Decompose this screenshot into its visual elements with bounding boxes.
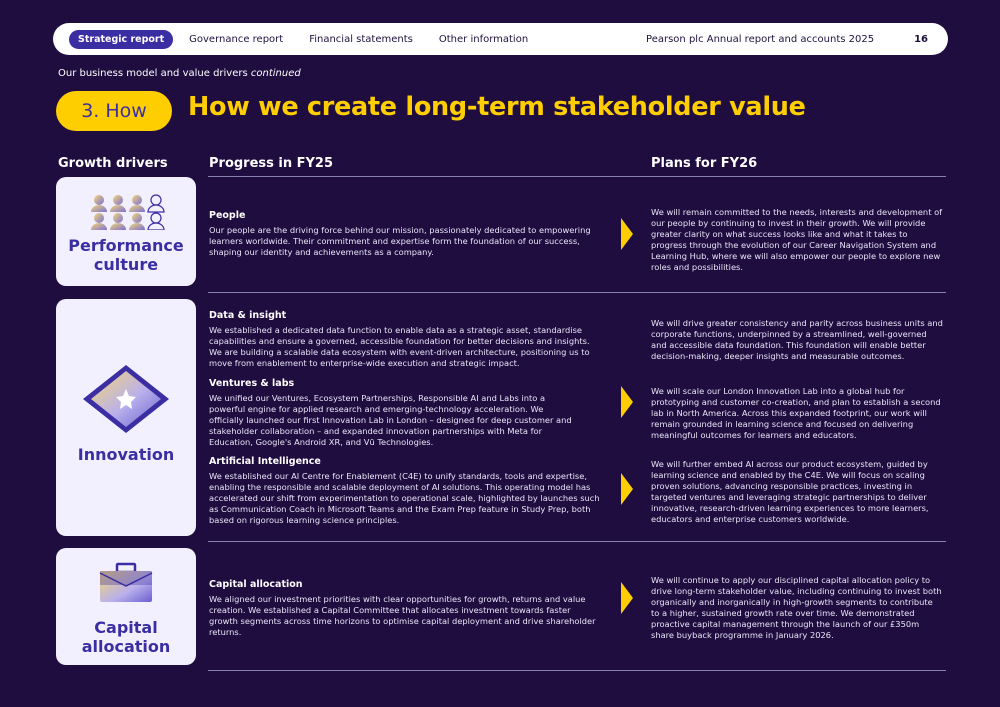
progress-capital-allocation: Capital allocation We aligned our investment priorities with clear opportunities for growth, returns and value creation. We established a Capital Committee that allocates investment towards faster growth segments across time horizons to optimise capital deployment and drive shareholder returns. <box>209 579 596 637</box>
plan-capital-allocation: We will continue to apply our disciplined capital allocation policy to drive long-term stakeholder value, including continuing to invest both organically and inorganically in high-growth segments to contribute to a higher, sustained growth rate over time. We demonstrated proactive capital management through the launch of our £350m share buyback programme in January 2026. <box>651 575 942 640</box>
arrow-right-icon <box>621 473 633 505</box>
page-number: 16 <box>914 33 928 45</box>
column-heading-drivers: Growth drivers <box>58 156 168 171</box>
arrow-right-icon <box>621 386 633 418</box>
divider <box>208 541 946 542</box>
progress-ventures-labs: Ventures & labs We unified our Ventures, Ecosystem Partnerships, Responsible AI and Labs into a powerful engine for applied research and emerging-technology acceleration. We officially launched our first Innovation Lab in London – designed for deep customer and stakeholder collaboration – and expanded innovation partnerships with Meta for Education, Google's Android XR, and Vū Technologies. <box>209 378 572 447</box>
people-icon <box>90 194 170 230</box>
divider <box>208 176 946 177</box>
briefcase-icon <box>98 562 154 604</box>
progress-data-insight: Data & insight We established a dedicated data function to enable data as a strategic asset, standardise capabilities and ensure a governed, accessible foundation for better decisions and insights. We are building a scalable data ecosystem with event-driven architecture, positioning us to move from enablement to enterprise-wide execution and strategic impact. <box>209 310 590 368</box>
arrow-right-icon <box>621 582 633 614</box>
plan-people: We will remain committed to the needs, interests and development of our people by continuing to invest in their growth. We will provide greater clarity on what success looks like and what it takes to progress through the evolution of our Career Navigation System and Learning Hub, where we will also empower our people to explore new roles and possibilities. <box>651 207 943 272</box>
plan-ventures-labs: We will scale our London Innovation Lab into a global hub for prototyping and customer co-creation, and plan to establish a second lab in North America. Across this expanded footprint, our work will remain grounded in learning science and focused on delivering meaningful outcomes for learners and educators. <box>651 386 941 440</box>
column-heading-progress: Progress in FY25 <box>209 156 334 171</box>
driver-label-performance-culture: Performance culture <box>68 236 184 274</box>
column-heading-plans: Plans for FY26 <box>651 156 758 171</box>
nav-right <box>646 34 932 45</box>
step-badge: 3. How <box>56 91 172 131</box>
nav-tab-strategic-report[interactable]: Strategic report <box>69 30 173 49</box>
driver-card-performance-culture <box>56 177 196 286</box>
driver-label-innovation: Innovation <box>77 445 175 464</box>
page-title: How we create long-term stakeholder value <box>188 92 806 122</box>
nav-tab-governance-report[interactable]: Governance report <box>189 33 284 45</box>
plan-artificial-intelligence: We will further embed AI across our product ecosystem, guided by learning science and enabled by the C4E. We will focus on scaling proven solutions, advancing responsible practices, investing in targeted ventures and leveraging strategic partnerships to deliver innovative, research-driven learning experiences to more learners, educators and enterprise customers worldwide. <box>651 459 929 524</box>
arrow-right-icon <box>621 218 633 250</box>
progress-artificial-intelligence: Artificial Intelligence We established our AI Centre for Enablement (C4E) to unify standards, tools and expertise, enabling the responsible and scalable deployment of AI solutions. This operating model has accelerated our shift from experimentation to operational scale, highlighted by launches such as Communication Coach in Microsoft Teams and the Exam Prep feature in Study Prep, both based on rigorous learning science principles. <box>209 456 600 525</box>
driver-label-capital-allocation: Capital allocation <box>81 618 171 656</box>
nav-tab-other-information[interactable]: Other information <box>438 33 529 45</box>
divider <box>208 292 946 293</box>
divider <box>208 670 946 671</box>
nav-tab-financial-statements[interactable]: Financial statements <box>309 33 413 45</box>
document-title: Pearson plc Annual report and accounts 2025 <box>646 33 875 45</box>
driver-card-innovation <box>56 299 196 536</box>
driver-card-capital-allocation <box>56 548 196 665</box>
plan-data-insight: We will drive greater consistency and parity across business units and corporate functions, underpinned by a streamlined, well-governed and accessible data foundation. This foundation will enable better decision-making, deeper insights and measurable outcomes. <box>651 318 943 361</box>
progress-people: People Our people are the driving force behind our mission, passionately dedicated to empowering learners worldwide. Their commitment and expertise form the foundation of our success, shaping our identity and achievements as a company. <box>209 210 591 257</box>
subtitle-main: Our business model and value drivers <box>58 68 248 79</box>
section-subtitle <box>58 68 301 79</box>
subtitle-emphasis: continued <box>250 68 301 79</box>
diamond-star-icon <box>81 363 171 441</box>
top-navigation <box>53 23 948 55</box>
